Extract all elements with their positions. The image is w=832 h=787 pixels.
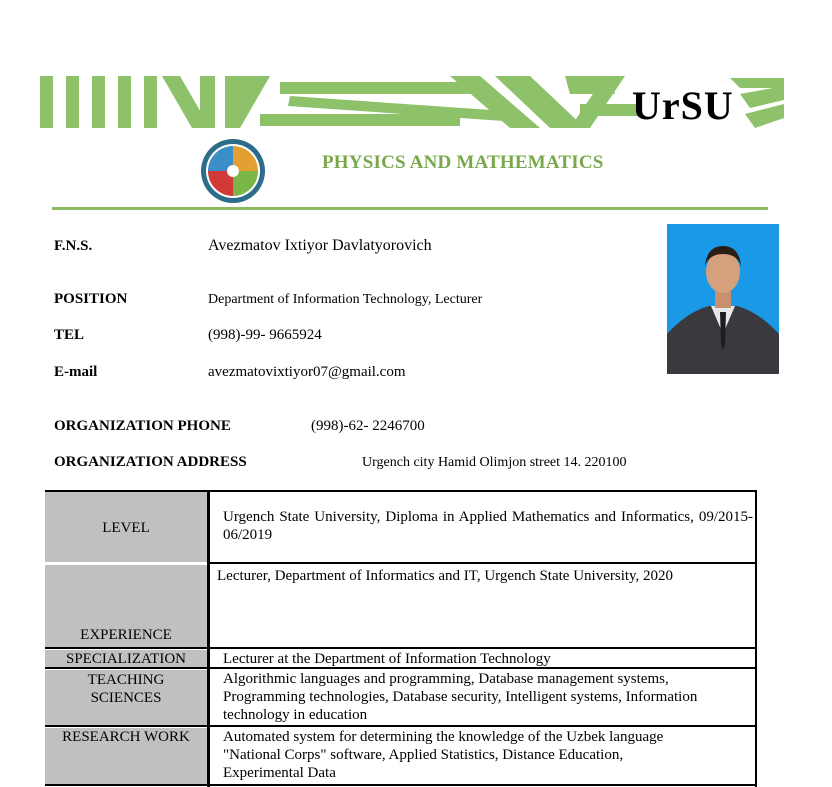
teaching-label-line2: SCIENCES bbox=[90, 690, 162, 706]
teaching-value: Algorithmic languages and programming, Database management systems, Programming technologies, Database security, Intelligent systems, Information technology in education bbox=[223, 671, 698, 723]
table-rule bbox=[45, 647, 757, 649]
org-short-name: UrSU bbox=[632, 83, 734, 128]
org-phone-value: (998)-62- 2246700 bbox=[311, 418, 425, 434]
experience-label-cell bbox=[45, 565, 207, 647]
email-value: avezmatovixtiyor07@gmail.com bbox=[208, 364, 406, 380]
fns-value: Avezmatov Ixtiyor Davlatyorovich bbox=[208, 237, 432, 254]
profile-photo bbox=[667, 224, 779, 374]
research-label: RESEARCH WORK bbox=[62, 729, 190, 745]
faculty-logo-icon bbox=[200, 138, 266, 204]
specialization-label: SPECIALIZATION bbox=[66, 651, 186, 667]
table-divider-vertical bbox=[207, 490, 210, 787]
teaching-label-cell bbox=[45, 670, 207, 725]
org-address-label: ORGANIZATION ADDRESS bbox=[54, 454, 247, 470]
level-label-cell bbox=[45, 492, 207, 562]
table-rule bbox=[207, 562, 757, 564]
research-label-cell bbox=[45, 728, 207, 784]
department-title: PHYSICS AND MATHEMATICS bbox=[322, 152, 604, 173]
research-value: Automated system for determining the knowledge of the Uzbek language "National Corps" software, Applied Statistics, Distance Education, Experimental Data bbox=[223, 729, 664, 781]
table-rule bbox=[45, 725, 757, 727]
experience-label: EXPERIENCE bbox=[80, 627, 172, 643]
level-value: Urgench State University, Diploma in Applied Mathematics and Informatics, 09/2015- 06/2019 bbox=[223, 509, 753, 543]
email-label: E-mail bbox=[54, 364, 98, 380]
header-divider bbox=[52, 207, 768, 210]
specialization-label-cell bbox=[45, 650, 207, 667]
org-address-value: Urgench city Hamid Olimjon street 14. 220100 bbox=[362, 455, 627, 470]
experience-value: Lecturer, Department of Informatics and IT, Urgench State University, 2020 bbox=[217, 568, 674, 584]
table-border-top bbox=[45, 490, 757, 492]
fns-label: F.N.S. bbox=[54, 238, 93, 254]
level-label: LEVEL bbox=[102, 520, 150, 536]
teaching-label-line1: TEACHING bbox=[87, 672, 165, 688]
tel-value: (998)-99- 9665924 bbox=[208, 327, 322, 343]
tel-label: TEL bbox=[54, 327, 85, 343]
specialization-value: Lecturer at the Department of Information Technology bbox=[223, 651, 551, 667]
table-rule bbox=[45, 784, 757, 786]
org-phone-label: ORGANIZATION PHONE bbox=[54, 418, 231, 434]
info-table bbox=[45, 490, 757, 787]
position-value: Department of Information Technology, Lecturer bbox=[208, 292, 483, 307]
position-label: POSITION bbox=[54, 291, 128, 307]
